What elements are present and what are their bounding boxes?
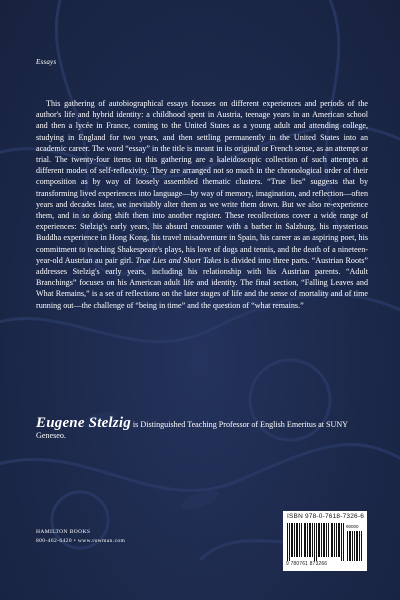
description-part-1: This gathering of autobiographical essays focuses on different experiences and periods of the author's life and hybrid identity: a childhood spent in Austria, teenage years in an American school and then a lycée in France, coming to the United States as a young adult and attending college, studying in England for two years, and then settling permanently in the United States into an academic career. The word “essay” in the title is meant in its original or French sense, as an attempt or trial. The twenty-four items in this gathering are a kaleidoscopic collection of such attempts at different modes of self-reflexivity. They are arranged not so much in the chronological order of their composition as by way of loosely assembled thematic clusters. “True lies” suggests that by transforming lived experiences into language—by way of memory, imagination, and reflection—often years and decades later, we inevitably alter them as we write them down. But we also re-experience them, and in so doing shift them into another register. These recollections cover a wide range of experiences: Stelzig's early years, his absurd encounter with a barber in Salzburg, his mysterious Buddha experience in Hong Kong, his travel misadventure in Spain, his career as an aspiring poet, his commitment to teaching Shakespeare's plays, his love of dogs and tennis, and the death of a nineteen-year-old Austrian au pair girl.	[36, 99, 368, 265]
barcode-digits: 9 780761 873266	[286, 561, 328, 567]
isbn-number: ISBN 978-0-7618-7326-6	[287, 513, 365, 520]
publisher-name: HAMILTON BOOKS	[36, 529, 91, 535]
book-description	[36, 98, 368, 311]
author-bio	[36, 415, 368, 441]
author-bio-text: is Distinguished Teaching Professor of English Emeritus at SUNY Geneseo.	[36, 420, 348, 441]
description-part-2: is divided into three parts. “Austrian Roots” addresses Stelzig's early years, including his relationship with his Austrian parents. “Adult Branchings” focuses on his American adult life and identity. The final section, “Falling Leaves and What Remains,” is a set of reflections on the later stages of life and the sense of mortality and of time running out—the challenge of “being in time” and the question of “what remains.”	[36, 255, 369, 310]
author-name: Eugene Stelzig	[36, 415, 131, 431]
book-title-inline: True Lies and Short Takes	[135, 255, 222, 265]
publisher-contact: 800-462-6420 • www.rowman.com	[36, 538, 126, 544]
barcode-addon-digits: 90000	[346, 524, 359, 529]
publisher-info	[36, 528, 125, 546]
isbn-barcode	[283, 511, 367, 571]
category-label: Essays	[36, 58, 57, 66]
